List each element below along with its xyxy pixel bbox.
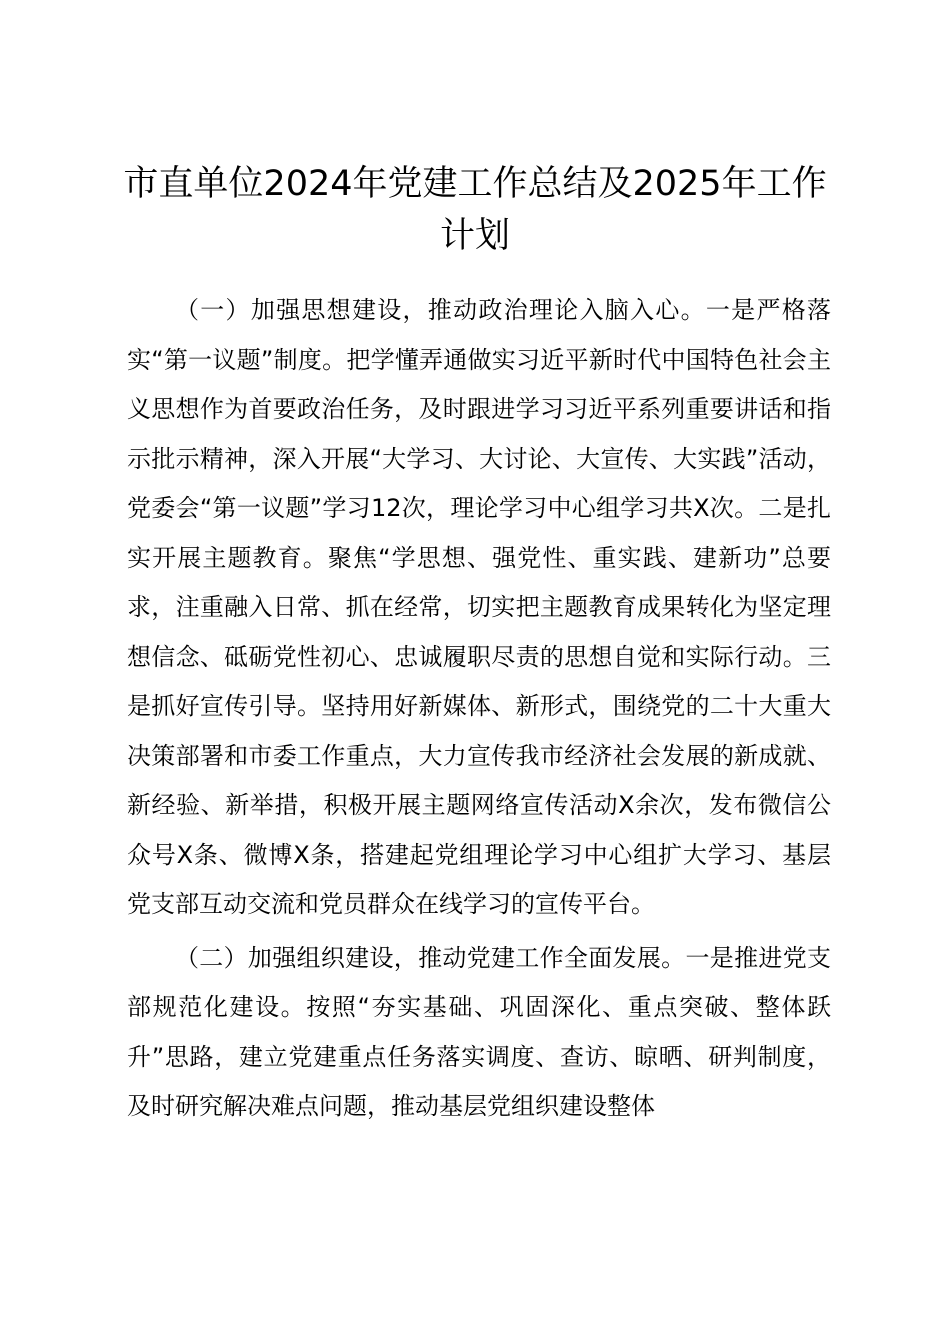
paragraph-ideological-building: （一）加强思想建设，推动政治理论入脑入心。一是严格落实“第一议题”制度。把学懂弄通做实习近平新时代中国特色社会主义思想作为首要政治任务，及时跟进学习习近平系列重要讲话和指示批示精神，深入开展“大学习、大讨论、大宣传、大实践”活动，党委会“第一议题”学习12次，理论学习中心组学习共X次。二是扎实开展主题教育。聚焦“学思想、强党性、重实践、建新功”总要求，注重融入日常、抓在经常，切实把主题教育成果转化为坚定理想信念、砥砺党性初心、忠诚履职尽责的思想自觉和实际行动。三是抓好宣传引导。坚持用好新媒体、新形式，围绕党的二十大重大决策部署和市委工作重点，大力宣传我市经济社会发展的新成就、新经验、新举措，积极开展主题网络宣传活动X余次，发布微信公众号X条、微博X条，搭建起党组理论学习中心组扩大学习、基层党支部互动交流和党员群众在线学习的宣传平台。	[127, 296, 831, 918]
document-title: 市直单位2024年党建工作总结及2025年工作计划	[123, 164, 827, 256]
paragraph-organizational-building: （二）加强组织建设，推动党建工作全面发展。一是推进党支部规范化建设。按照“夯实基础、巩固深化、重点突破、整体跃升”思路，建立党建重点任务落实调度、查访、晾晒、研判制度，及时研究解决难点问题，推动基层党组织建设整体	[127, 943, 831, 1120]
document-body	[127, 286, 831, 1132]
